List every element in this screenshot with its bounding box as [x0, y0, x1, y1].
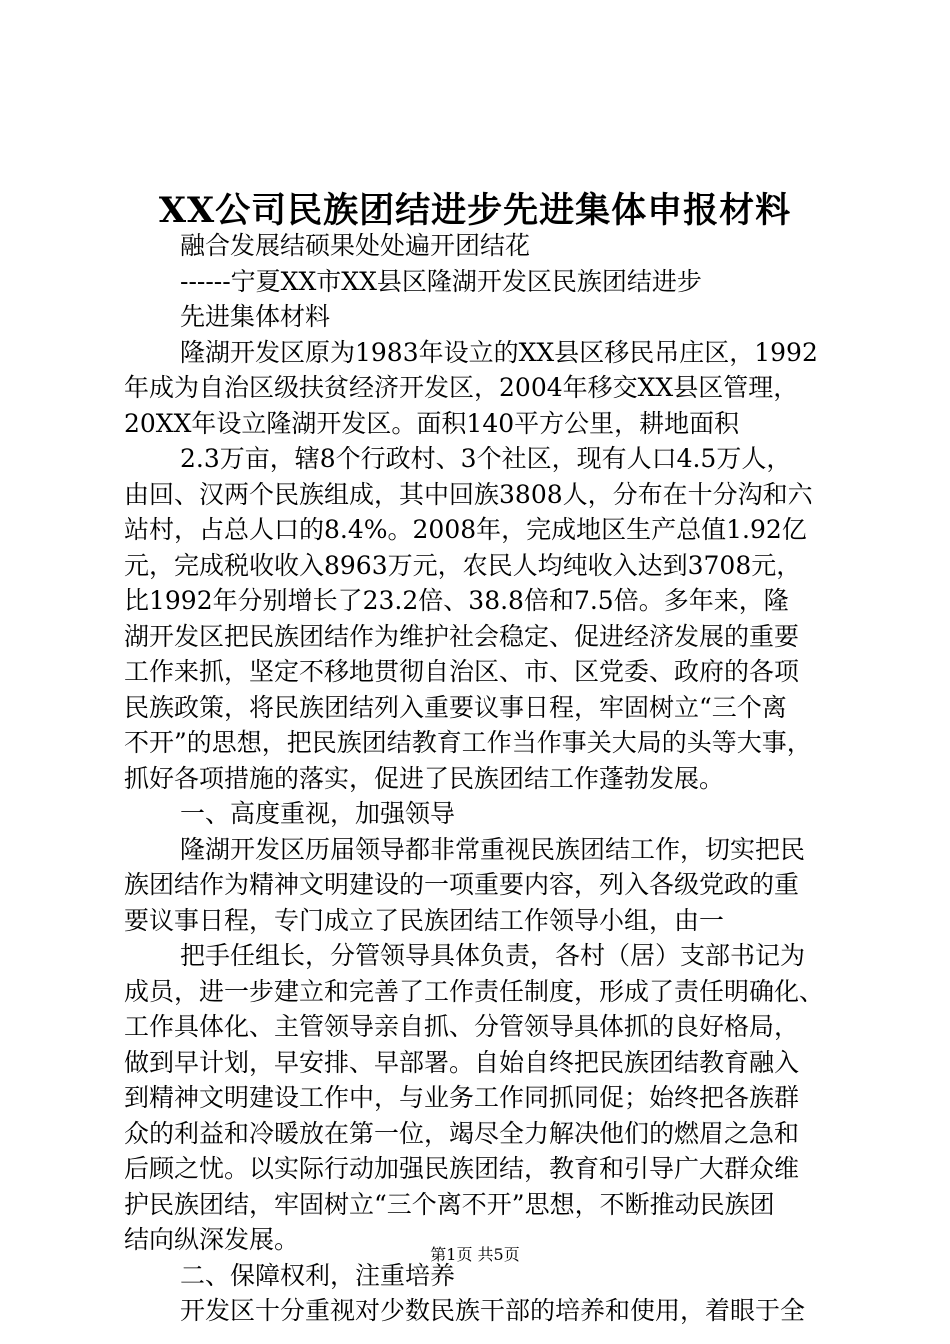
paragraph-line: 结向纵深发展。 [124, 1225, 300, 1254]
page-number-footer: 第1页 共5页 [430, 1245, 520, 1264]
paragraph-line: 众的利益和冷暖放在第一位，竭尽全力解决他们的燃眉之急和 [124, 1118, 800, 1148]
paragraph-line: 把手任组长，分管领导具体负责，各村（居）支部书记为 [180, 941, 806, 970]
paragraph-line: 元，完成税收收入8963万元，农民人均纯收入达到3708元， [124, 550, 802, 580]
paragraph-line: 站村，占总人口的8.4%。2008年，完成地区生产总值1.92亿 [124, 515, 807, 544]
subtitle-line: 先进集体材料 [180, 302, 331, 331]
paragraph-line: 要议事日程，专门成立了民族团结工作领导小组，由一 [124, 905, 725, 935]
paragraph-line: 到精神文明建设工作中，与业务工作同抓同促；始终把各族群 [124, 1083, 800, 1112]
paragraph-line: 做到早计划，早安排、早部署。自始自终把民族团结教育融入 [124, 1047, 800, 1077]
paragraph-line: 抓好各项措施的落实，促进了民族团结工作蓬勃发展。 [124, 763, 725, 793]
section-heading: 二、保障权利，注重培养 [180, 1260, 456, 1290]
paragraph-line: 湖开发区把民族团结作为维护社会稳定、促进经济发展的重要 [124, 621, 800, 651]
paragraph-line: 开发区十分重视对少数民族干部的培养和使用，着眼于全 [180, 1296, 806, 1325]
paragraph-line: 比1992年分别增长了23.2倍、38.8倍和7.5倍。多年来，隆 [124, 586, 789, 615]
paragraph-line: 工作来抓，坚定不移地贯彻自治区、市、区党委、政府的各项 [124, 657, 800, 686]
paragraph-line: 族团结作为精神文明建设的一项重要内容，列入各级党政的重 [124, 870, 800, 899]
paragraph-line: 护民族团结，牢固树立“三个离不开”思想，不断推动民族团 [124, 1189, 775, 1219]
paragraph-line: 民族政策，将民族团结列入重要议事日程，牢固树立“三个离 [124, 692, 787, 722]
paragraph-line: 隆湖开发区原为1983年设立的XX县区移民吊庄区，1992 [180, 337, 818, 367]
paragraph-line: 20XX年设立隆湖开发区。面积140平方公里，耕地面积 [124, 408, 740, 438]
paragraph-line: 年成为自治区级扶贫经济开发区，2004年移交XX县区管理， [124, 373, 799, 402]
section-heading: 一、高度重视，加强领导 [180, 799, 456, 828]
subtitle-line: ------宁夏XX市XX县区隆湖开发区民族团结进步 [180, 266, 702, 296]
paragraph-line: 由回、汉两个民族组成，其中回族3808人，分布在十分沟和六 [124, 479, 813, 509]
paragraph-line: 不开”的思想，把民族团结教育工作当作事关大局的头等大事， [124, 728, 812, 757]
paragraph-line: 成员，进一步建立和完善了工作责任制度，形成了责任明确化、 [124, 976, 825, 1006]
document-body [124, 228, 832, 1329]
paragraph-line: 工作具体化、主管领导亲自抓、分管领导具体抓的良好格局， [124, 1012, 800, 1041]
subtitle-line: 融合发展结硕果处处遍开团结花 [180, 231, 531, 260]
paragraph-line: 2.3万亩，辖8个行政村、3个社区，现有人口4.5万人， [180, 444, 792, 473]
paragraph-line: 后顾之忧。以实际行动加强民族团结，教育和引导广大群众维 [124, 1154, 800, 1183]
paragraph-line: 隆湖开发区历届领导都非常重视民族团结工作，切实把民 [180, 834, 806, 864]
document-title: XX公司民族团结进步先进集体申报材料 [158, 190, 792, 231]
